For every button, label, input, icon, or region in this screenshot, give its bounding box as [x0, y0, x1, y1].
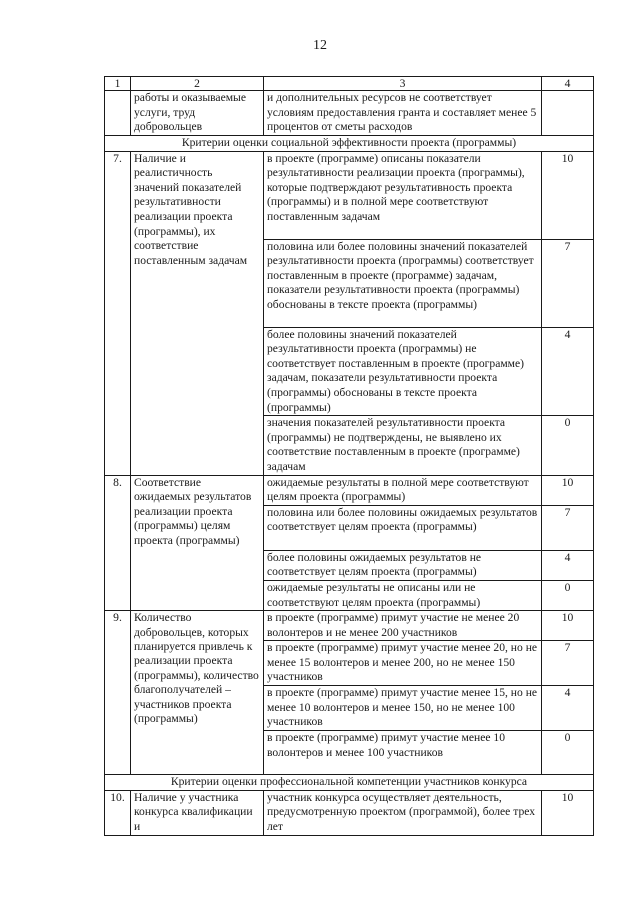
option-text: более половины ожидаемых результатов не соответствует целям проекта (программы) [264, 550, 542, 580]
option-text: ожидаемые результаты в полной мере соответствуют целям проекта (программы) [264, 475, 542, 505]
option-text: ожидаемые результаты не описаны или не соответствуют целям проекта (программы) [264, 580, 542, 610]
option-score: 10 [542, 790, 594, 835]
option-score: 4 [542, 327, 594, 416]
option-score: 10 [542, 475, 594, 505]
section-title-social: Критерии оценки социальной эффективности проекта (программы) [105, 136, 594, 152]
criterion-number: 7. [105, 151, 131, 475]
header-col-1: 1 [105, 77, 131, 91]
option-text: значения показателей результативности проекта (программы) не подтверждены, не выявлено их соответствие поставленным в проекте (программе) задачам [264, 416, 542, 475]
option-score: 0 [542, 416, 594, 475]
criterion-name: Наличие и реалистичность значений показателей результативности реализации проекта (программы), их соответствие поставленным задачам [131, 151, 264, 475]
criterion-name: Соответствие ожидаемых результатов реализации проекта (программы) целям проекта (программы) [131, 475, 264, 611]
table-row [105, 790, 594, 835]
table-row [105, 91, 594, 136]
score-cell [542, 91, 594, 136]
option-text: в проекте (программе) примут участие не менее 20 волонтеров и не менее 200 участников [264, 611, 542, 641]
header-col-3: 3 [264, 77, 542, 91]
section-row [105, 136, 594, 152]
criterion-name: Количество добровольцев, которых планируется привлечь к реализации проекта (программы), количество благополучателей – участников проекта (программы) [131, 611, 264, 775]
table-row [105, 611, 594, 641]
option-text: в проекте (программе) примут участие менее 20, но не менее 15 волонтеров и менее 200, но не менее 150 участников [264, 641, 542, 686]
criterion-number: 10. [105, 790, 131, 835]
option-score: 7 [542, 505, 594, 550]
option-score: 7 [542, 641, 594, 686]
description-cell: и дополнительных ресурсов не соответствует условиям предоставления гранта и составляет менее 5 процентов от сметы расходов [264, 91, 542, 136]
table-row [105, 475, 594, 505]
option-text: половина или более половины значений показателей результативности проекта (программы) соответствует поставленным в проекте (программе) задачам, показатели результативности проекта (программы) обоснованы в тексте проекта (программы) [264, 239, 542, 327]
criterion-number: 9. [105, 611, 131, 775]
option-text: половина или более половины ожидаемых результатов соответствует целям проекта (программы) [264, 505, 542, 550]
section-title-professional: Критерии оценки профессиональной компетенции участников конкурса [105, 775, 594, 791]
option-score: 0 [542, 731, 594, 775]
option-text: более половины значений показателей результативности проекта (программы) не соответствует поставленным в проекте (программе) задачам, показатели результативности проекта (программы) обоснованы в тексте проекта (программы) [264, 327, 542, 416]
criterion-name: Наличие у участника конкурса квалификации и [131, 790, 264, 835]
option-text: в проекте (программе) описаны показатели результативности реализации проекта (программы), которые подтверждают результативность проекта (программы) и в полной мере соответствуют поставленным задачам [264, 151, 542, 239]
option-score: 10 [542, 151, 594, 239]
criteria-table [104, 76, 594, 836]
table-row [105, 151, 594, 239]
criterion-cell: работы и оказываемые услуги, труд добровольцев [131, 91, 264, 136]
header-col-4: 4 [542, 77, 594, 91]
criterion-number: 8. [105, 475, 131, 611]
option-score: 10 [542, 611, 594, 641]
option-score: 0 [542, 580, 594, 610]
option-text: в проекте (программе) примут участие менее 10 волонтеров и менее 100 участников [264, 731, 542, 775]
number-cell [105, 91, 131, 136]
option-text: участник конкурса осуществляет деятельность, предусмотренную проектом (программой), более трех лет [264, 790, 542, 835]
option-text: в проекте (программе) примут участие менее 15, но не менее 10 волонтеров и менее 150, но не менее 100 участников [264, 686, 542, 731]
section-row [105, 775, 594, 791]
option-score: 7 [542, 239, 594, 327]
option-score: 4 [542, 550, 594, 580]
option-score: 4 [542, 686, 594, 731]
table-header-row [105, 77, 594, 91]
page-number: 12 [313, 38, 327, 53]
header-col-2: 2 [131, 77, 264, 91]
